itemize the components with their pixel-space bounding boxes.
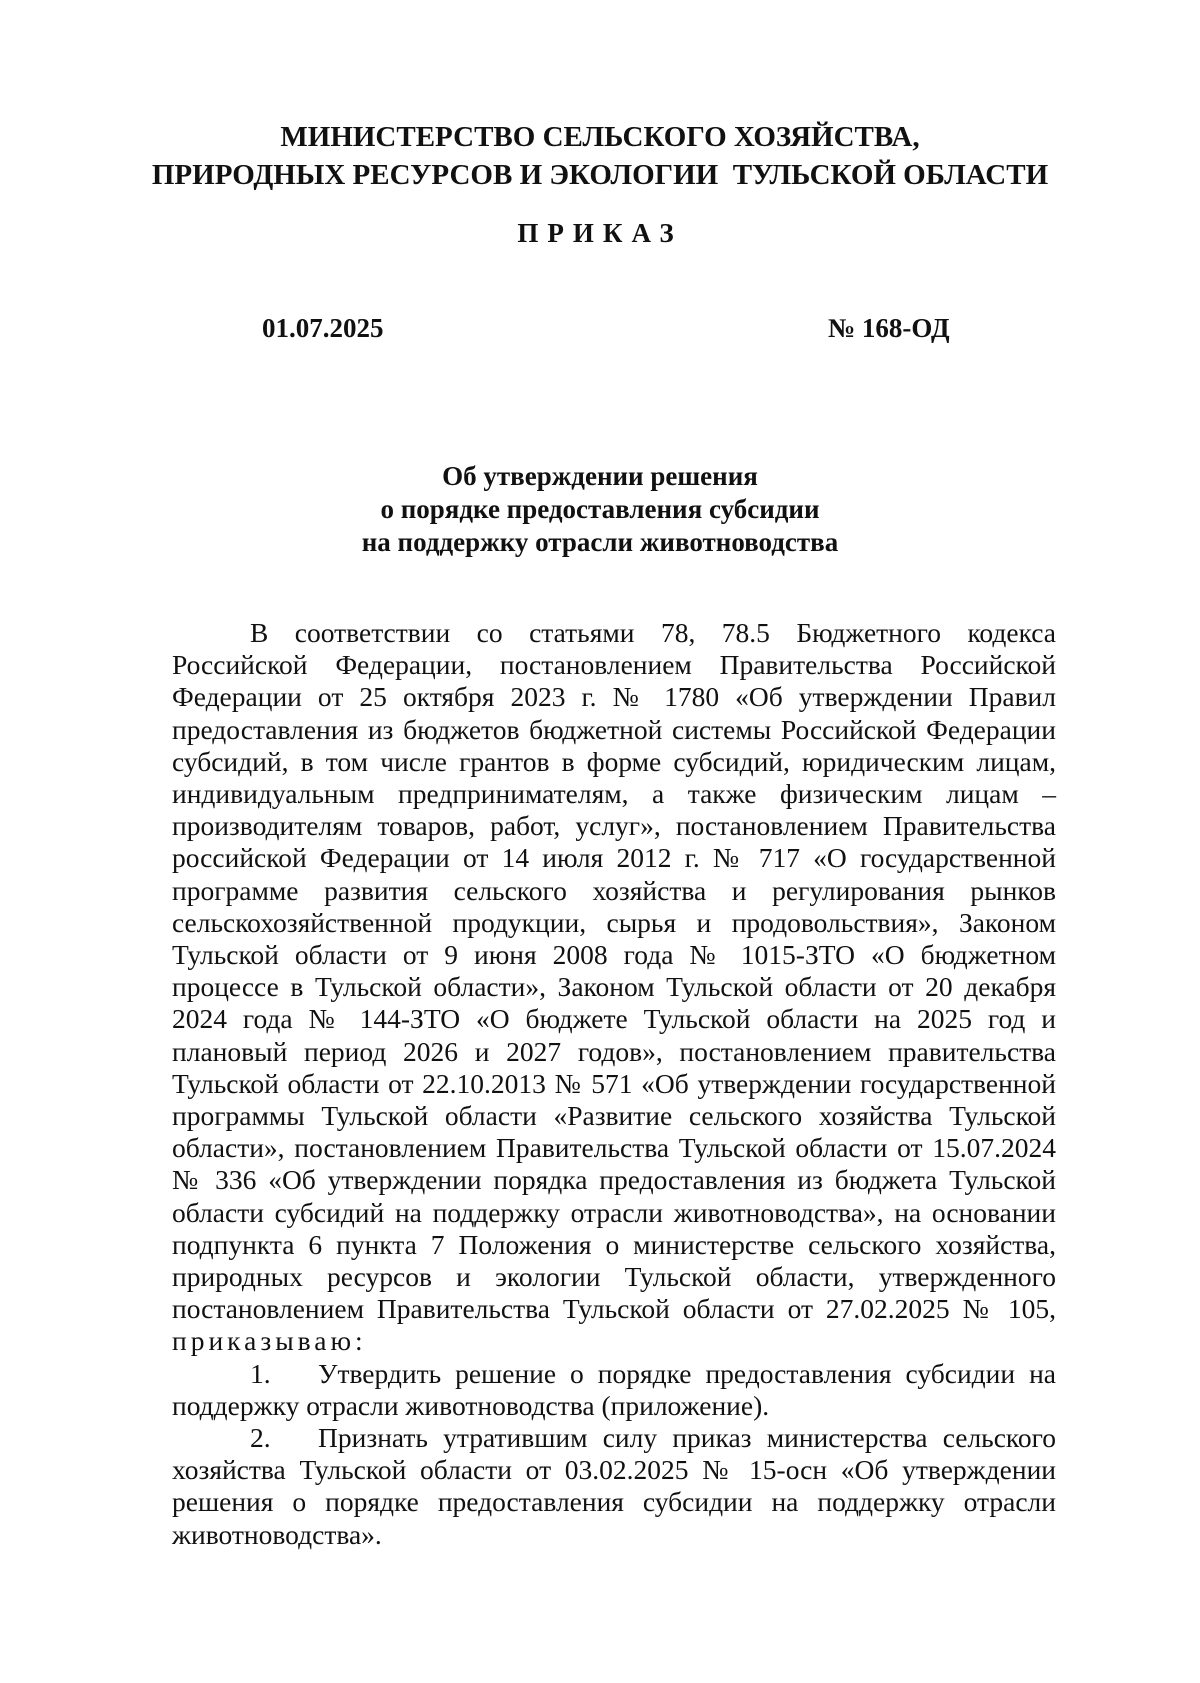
ministry-header-line-2: ПРИРОДНЫХ РЕСУРСОВ И ЭКОЛОГИИ ТУЛЬСКОЙ ОБЛАСТИ — [151, 159, 1049, 191]
item-number: 2. — [250, 1422, 271, 1454]
item-text: Утвердить решение о порядке предоставления субсидии на поддержку отрасли животноводства (приложение). — [172, 1357, 1056, 1421]
preamble-paragraph — [172, 617, 1056, 1358]
item-text: Признать утратившим силу приказ министерства сельского хозяйства Тульской области от 03.02.2025 № 15-осн «Об утверждении решения о порядке предоставления субсидии на поддержку отрасли животноводства». — [172, 1422, 1056, 1550]
document-body — [172, 617, 1056, 1551]
document-date: 01.07.2025 — [262, 313, 384, 343]
document-title-line-3: на поддержку отрасли животноводства — [361, 527, 839, 557]
order-verb: приказываю: — [172, 1325, 367, 1357]
item-number: 1. — [250, 1357, 271, 1389]
document-title-line-1: Об утверждении решения — [442, 461, 758, 491]
list-item — [172, 1422, 1056, 1551]
list-item — [172, 1358, 1056, 1422]
document-title-line-2: о порядке предоставления субсидии — [380, 494, 820, 524]
ministry-header-line-1: МИНИСТЕРСТВО СЕЛЬСКОГО ХОЗЯЙСТВА, — [280, 121, 920, 153]
document-number: № 168-ОД — [828, 313, 950, 343]
document-type: ПРИКАЗ — [517, 218, 683, 248]
document-title — [0, 460, 1200, 559]
ministry-header — [0, 118, 1200, 194]
preamble-text: В соответствии со статьями 78, 78.5 Бюджетного кодекса Российской Федерации, постановлением Правительства Российской Федерации от 25 октября 2023 г. № 1780 «Об утверждении Правил предоставления из бюджетов бюджетной системы Российской Федерации субсидий, в том числе грантов в форме субсидий, юридическим лицам, индивидуальным предпринимателям, а также физическим лицам – производителям товаров, работ, услуг», постановлением Правительства российской Федерации от 14 июля 2012 г. № 717 «О государственной программе развития сельского хозяйства и регулирования рынков сельскохозяйственной продукции, сырья и продовольствия», Законом Тульской области от 9 июня 2008 года № 1015-ЗТО «О бюджетном процессе в Тульской области», Законом Тульской области от 20 декабря 2024 года № 144-ЗТО «О бюджете Тульской области на 2025 год и плановый период 2026 и 2027 годов», постановлением правительства Тульской области от 22.10.2013 № 571 «Об утверждении государственной программы Тульской области «Развитие сельского хозяйства Тульской области», постановлением Правительства Тульской области от 15.07.2024 № 336 «Об утверждении порядка предоставления из бюджета Тульской области субсидий на поддержку отрасли животноводства», на основании подпункта 6 пункта 7 Положения о министерстве сельского хозяйства, природных ресурсов и экологии Тульской области, утвержденного постановлением Правительства Тульской области от 27.02.2025 № 105, — [172, 617, 1056, 1325]
